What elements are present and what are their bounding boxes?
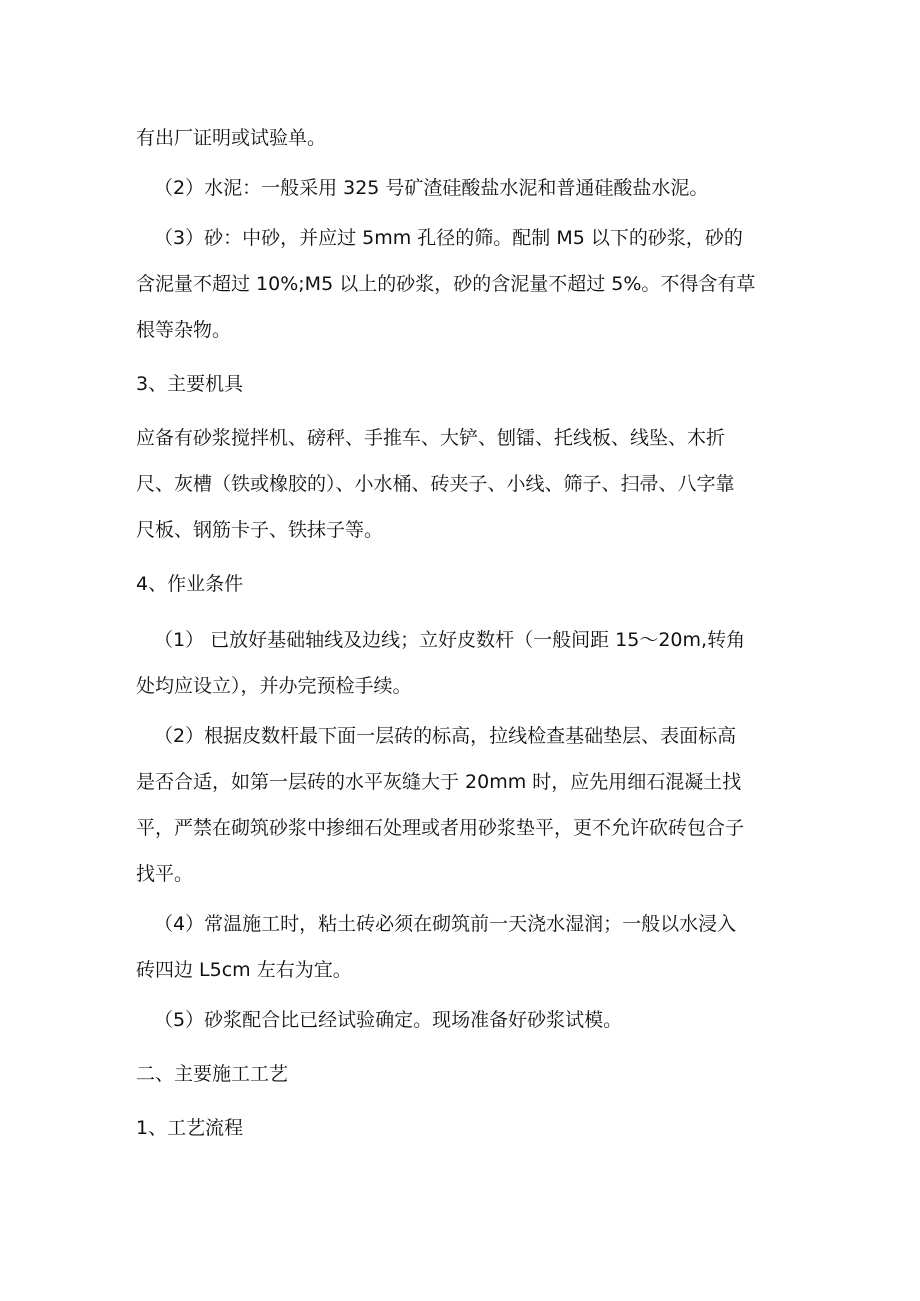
paragraph-condition-5 (136, 1008, 786, 1034)
text-line: （2）水泥：一般采用 325 号矿渣硅酸盐水泥和普通硅酸盐水泥。 (154, 177, 709, 199)
paragraph-sand-first (136, 226, 786, 252)
paragraph-condition-2-first (136, 724, 786, 750)
section-heading-process (136, 1062, 786, 1088)
text-line: （5）砂浆配合比已经试验确定。现场准备好砂浆试模。 (154, 1009, 623, 1031)
paragraph-tools (136, 426, 786, 544)
text-line: 是否合适，如第一层砖的水平灰缝大于 20mm 时，应先用细石混凝土找 (136, 771, 742, 793)
text-line: 砖四边 L5cm 左右为宜。 (136, 959, 352, 981)
text-line: （3）砂：中砂，并应过 5mm 孔径的筛。配制 M5 以下的砂浆，砂的 (154, 227, 743, 249)
text-line: 应备有砂浆搅拌机、磅秤、手推车、大铲、刨镭、托线板、线坠、木折 (136, 427, 726, 449)
section-heading-conditions (136, 572, 786, 598)
paragraph-sand-rest (136, 272, 786, 344)
text-line: 处均应设立），并办完预检手续。 (136, 675, 412, 697)
text-line: 有出厂证明或试验单。 (136, 127, 327, 149)
paragraph-condition-2-rest (136, 770, 786, 888)
section-heading-tools (136, 372, 786, 398)
text-line: （1） 已放好基础轴线及边线；立好皮数杆（一般间距 15～20m,转角 (154, 629, 746, 651)
text-line: 二、主要施工工艺 (136, 1063, 289, 1085)
text-line: 3、主要机具 (136, 373, 244, 395)
text-line: （4）常温施工时，粘土砖必须在砌筑前一天浇水湿润；一般以水浸入 (154, 913, 737, 935)
paragraph-cement (136, 176, 786, 202)
text-line: 尺、灰槽（铁或橡胶的）、小水桶、砖夹子、小线、筛子、扫帚、八字靠 (136, 473, 735, 495)
text-line: 1、工艺流程 (136, 1117, 244, 1139)
text-line: 4、作业条件 (136, 573, 244, 595)
paragraph-condition-4-rest (136, 958, 786, 984)
text-line: （2）根据皮数杆最下面一层砖的标高，拉线检查基础垫层、表面标高 (154, 725, 737, 747)
paragraph-condition-4-first (136, 912, 786, 938)
paragraph-condition-1-rest (136, 674, 786, 700)
text-line: 尺板、钢筋卡子、铁抹子等。 (136, 519, 384, 541)
paragraph-condition-1-first (136, 628, 786, 654)
text-line: 找平。 (136, 863, 194, 885)
paragraph-cert-note (136, 126, 786, 152)
document-body (136, 126, 786, 1142)
text-line: 平，严禁在砌筑砂浆中掺细石处理或者用砂浆垫平，更不允许砍砖包合子 (136, 817, 745, 839)
section-heading-workflow (136, 1116, 786, 1142)
text-line: 含泥量不超过 10%;M5 以上的砂浆，砂的含泥量不超过 5%。不得含有草 (136, 273, 756, 295)
text-line: 根等杂物。 (136, 319, 232, 341)
